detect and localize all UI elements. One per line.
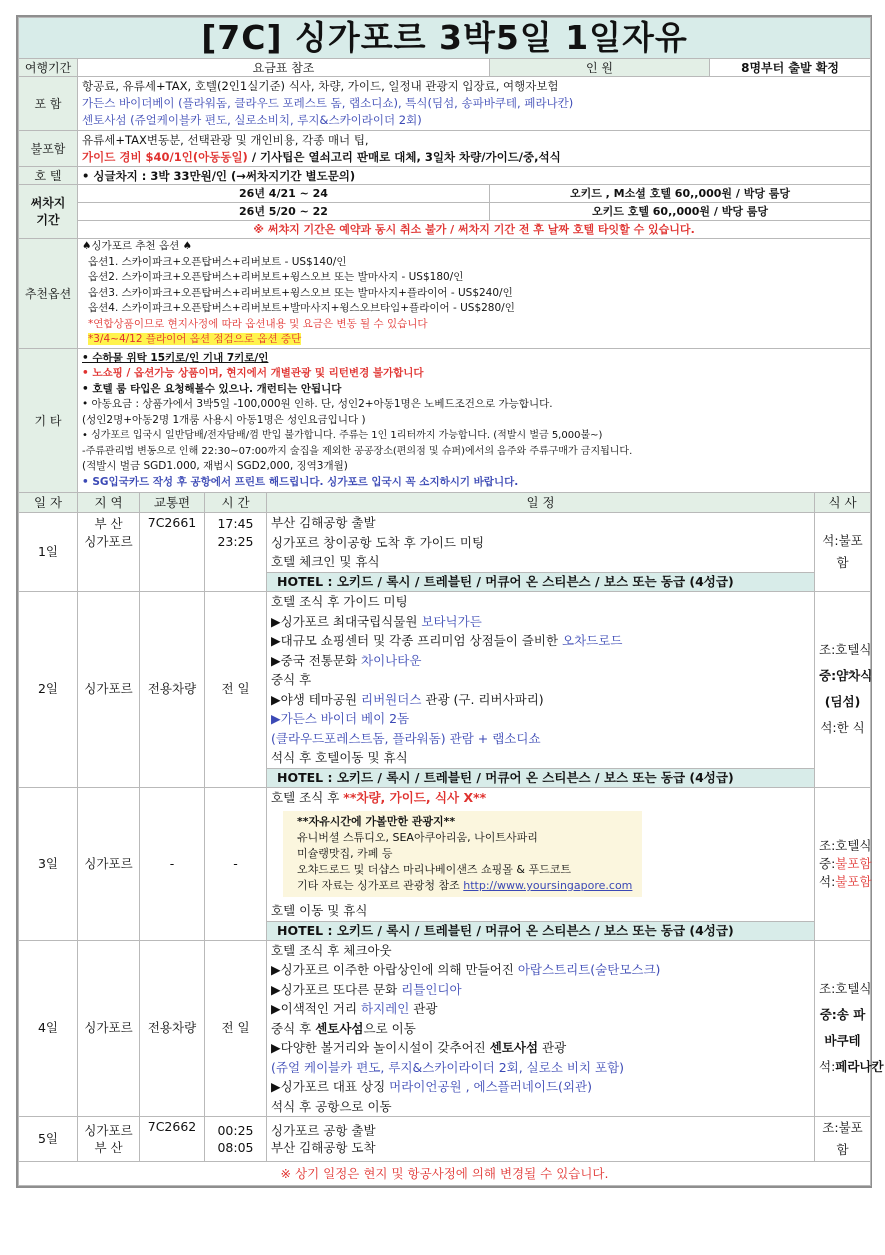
schedule-line: 싱가포르 창이공항 도착 후 가이드 미팅 — [271, 534, 485, 550]
etc-line: • 수하물 위탁 15키로/인 기내 7키로/인 — [82, 351, 269, 364]
schedule-line: 호텔 조식 후 체크아웃 — [271, 942, 392, 958]
schedule-line: ▶싱가포르 대표 상징 — [271, 1079, 390, 1094]
col-region: 지 역 — [78, 493, 140, 513]
day-cell: 3일 — [19, 787, 78, 940]
meal-text: 석:한 식 — [820, 720, 865, 736]
include-line: 센토사섬 (쥬얼케이블카 편도, 실로소비치, 루지&스카이라이더 2회) — [82, 113, 422, 127]
schedule-line: 호텔 조식 후 가이드 미팅 — [271, 594, 408, 609]
region-text: 싱가포르 — [84, 1123, 133, 1138]
region-cell: 싱가포르 — [78, 940, 140, 1117]
schedule-line: 석식 후 호텔이동 및 휴식 — [271, 750, 408, 765]
meal-text: 조:호텔식 — [819, 642, 872, 658]
option-note: *연합상품이므로 현지사정에 따라 옵션내용 및 요금은 변동 될 수 있습니다 — [88, 317, 428, 330]
region-text: 싱가포르 — [84, 534, 133, 549]
schedule-line: 중식 후 — [271, 672, 312, 687]
meal-text: 조:호텔식 — [819, 981, 872, 997]
schedule-line: 석식 후 공항으로 이동 — [271, 1098, 392, 1114]
option-line: 옵션3. 스카이파크+오픈탑버스+리버보트+윙스오브 또는 발마사지+플라이어 - US$240/인 — [88, 286, 513, 299]
schedule-line: 관광 — [538, 1040, 567, 1055]
etc-line: • SG입국카드 작성 후 공항에서 프린트 해드립니다. 싱가포르 입국시 꼭 소지하시기 바랍니다. — [82, 475, 519, 488]
include-content — [78, 77, 871, 131]
schedule-line: ▶야생 테마공원 — [271, 691, 362, 707]
box-line: 유니버셜 스튜디오, SEA아쿠아리움, 나이트사파리 — [297, 831, 538, 844]
meal-cell — [815, 592, 871, 788]
guide-fee-text: 가이드 경비 $40/1인(아동동일) — [82, 149, 248, 164]
region-text: 부 산 — [94, 1140, 123, 1155]
free-time-box — [283, 811, 642, 897]
place-name: 오차드로드 — [562, 633, 623, 648]
people-value: 8명부터 출발 확정 — [710, 59, 871, 77]
schedule-line: 중식 후 — [271, 1020, 316, 1036]
meal-text: 불포함 — [835, 855, 872, 871]
schedule-line: 호텔 체크인 및 휴식 — [271, 554, 380, 570]
day-cell: 2일 — [19, 592, 78, 788]
region-text: 부 산 — [94, 516, 123, 531]
schedule-line: ▶싱가포르 최대국립식물원 — [271, 613, 422, 629]
meal-text: 송 파 — [836, 1007, 866, 1023]
day5-schedule — [267, 1117, 815, 1162]
meal-text: 조:호텔식 — [819, 837, 872, 853]
transport-cell: 전용차량 — [140, 940, 205, 1117]
place-name: 보타닉가든 — [421, 613, 482, 629]
include-label: 포 함 — [19, 77, 78, 131]
surcharge-detail: 오키드 , M소셜 호텔 60,,000원 / 박당 룸당 — [490, 185, 871, 203]
option-content — [78, 239, 871, 349]
region-cell — [78, 513, 140, 592]
day-cell: 4일 — [19, 940, 78, 1117]
time-cell — [205, 513, 267, 592]
schedule-line: 호텔 조식 후 — [271, 789, 344, 805]
exclude-line: / 기사팁은 열쇠고리 판매로 대체, 3일차 차량/가이드/중,석식 — [247, 149, 561, 164]
etc-line: • 호텔 룸 타입은 요청해볼수 있으나. 개런티는 안됩니다 — [82, 382, 342, 395]
time-text: 23:25 — [217, 534, 254, 549]
schedule-line: (클라우드포레스트돔, 플라워돔) 관람 + 랩소디쇼 — [271, 730, 541, 746]
meal-text: 불포함 — [835, 873, 872, 889]
schedule-line: 으로 이동 — [363, 1020, 416, 1036]
region-cell: 싱가포르 — [78, 787, 140, 940]
hotel-line: HOTEL : 오키드 / 록시 / 트레블틴 / 머큐어 온 스티븐스 / 보스 또는 동급 (4성급) — [267, 921, 815, 940]
schedule-line: 부산 김해공항 출발 — [271, 515, 376, 531]
day-cell: 5일 — [19, 1117, 78, 1162]
transport-cell: 7C2662 — [140, 1117, 205, 1162]
place-name: 센토사섬 — [315, 1020, 364, 1036]
schedule-line: ▶이색적인 거리 — [271, 1001, 362, 1016]
meal-cell — [815, 787, 871, 940]
schedule-line: ▶가든스 바이더 베이 2돔 — [271, 711, 410, 726]
hotel-value: • 싱글차지 : 3박 33만원/인 (→써차지기간 별도문의) — [78, 167, 871, 185]
meal-cell: 조:불포함 — [815, 1117, 871, 1162]
time-text: 08:05 — [217, 1140, 254, 1155]
schedule-line: 관광 (구. 리버사파리) — [421, 691, 544, 707]
schedule-line: ▶대규모 쇼핑센터 및 각종 프리미엄 상점들이 즐비한 — [271, 633, 563, 648]
time-cell — [205, 1117, 267, 1162]
place-name: 하지레인 — [361, 1001, 410, 1016]
col-transport: 교통편 — [140, 493, 205, 513]
place-name: 리버원더스 — [361, 691, 422, 707]
page-title: [7C] 싱가포르 3박5일 1일자유 — [19, 18, 871, 59]
schedule-line: (쥬얼 케이블카 편도, 루지&스카이라이더 2회, 실로소 비치 포함) — [271, 1059, 625, 1075]
meal-text: 중:얌차식 — [819, 668, 873, 684]
hotel-label: 호 텔 — [19, 167, 78, 185]
place-name: 차이나타운 — [361, 652, 422, 668]
time-cell: 전 일 — [205, 940, 267, 1117]
region-cell: 싱가포르 — [78, 592, 140, 788]
box-line: 미슐랭맛집, 카페 등 — [297, 847, 393, 860]
place-name: 센토사섬 — [489, 1040, 539, 1055]
surcharge-date: 26년 4/21 ~ 24 — [78, 185, 490, 203]
etc-label: 기 타 — [19, 349, 78, 493]
surcharge-detail: 오키드 호텔 60,,000원 / 박당 룸당 — [490, 203, 871, 221]
schedule-line: 싱가포르 공항 출발 — [271, 1123, 376, 1138]
surcharge-label: 써차지 기간 — [19, 185, 78, 239]
schedule-line: ▶싱가포르 또다른 문화 — [271, 981, 402, 997]
meal-text: 중: — [819, 855, 836, 871]
option-line: 옵션4. 스카이파크+오픈탑버스+리버보트+발마사지+윙스오브타임+플라이어 - US$280/인 — [88, 302, 515, 315]
meal-text: 페라나칸 — [835, 1059, 884, 1075]
day-cell: 1일 — [19, 513, 78, 592]
time-text: 17:45 — [217, 516, 254, 531]
option-line: 옵션2. 스카이파크+오픈탑버스+리버보트+윙스오브 또는 발마사지 - US$180/인 — [88, 271, 464, 284]
etc-line: (성인2명+아동2명 1개룸 사용시 아동1명은 성인요금입니다 ) — [82, 413, 366, 426]
meal-text: 바쿠테 — [824, 1033, 861, 1049]
meal-text: 석: — [819, 1059, 836, 1075]
meal-cell: 석:불포함 — [815, 513, 871, 592]
exclude-content — [78, 131, 871, 167]
option-highlight: *3/4~4/12 플라이어 옵션 점검으로 옵션 중단 — [88, 333, 302, 346]
schedule-line: ▶중국 전통문화 — [271, 652, 362, 668]
meal-cell — [815, 940, 884, 1117]
tourism-link[interactable]: http://www.yoursingapore.com — [463, 879, 633, 892]
surcharge-note: ※ 써챠지 기간은 예약과 동시 취소 불가 / 써차지 기간 전 후 날짜 호텔 타잇할 수 있습니다. — [78, 221, 871, 239]
schedule-line: ▶싱가포르 이주한 아랍상인에 의해 만들어진 — [271, 962, 518, 977]
footer-note: ※ 상기 일정은 현지 및 항공사정에 의해 변경될 수 있습니다. — [19, 1162, 871, 1186]
schedule-line: 호텔 이동 및 휴식 — [271, 903, 368, 918]
schedule-line: ▶다양한 볼거리와 놀이시설이 갖추어진 — [271, 1040, 490, 1055]
surcharge-date: 26년 5/20 ~ 22 — [78, 203, 490, 221]
place-name: 머라이언공원 , 에스플러네이드(외관) — [389, 1079, 592, 1094]
people-label: 인 원 — [490, 59, 710, 77]
free-day-note: **차량, 가이드, 식사 X** — [343, 789, 487, 805]
col-meal: 식 사 — [815, 493, 871, 513]
place-name: 아랍스트리트(술탄모스크) — [517, 962, 661, 977]
exclude-line: 유류세+TAX변동분, 선택관광 및 개인비용, 각종 매너 팁, — [82, 132, 369, 147]
itinerary-table — [18, 17, 884, 1186]
option-label: 추천옵션 — [19, 239, 78, 349]
etc-line: • 노쇼핑 / 옵션가능 상품이며, 현지에서 개별관광 및 리턴변경 불가합니다 — [82, 367, 424, 380]
option-line: 옵션1. 스카이파크+오픈탑버스+리버보트 - US$140/인 — [88, 255, 347, 268]
box-title: **자유시간에 가볼만한 관광지** — [297, 815, 456, 828]
schedule-line: 관광 — [409, 1001, 438, 1016]
day2-schedule — [267, 592, 815, 769]
option-header: ♠싱가포르 추천 옵션 ♠ — [82, 240, 192, 253]
box-line: 오챠드로드 및 더샵스 마리나베이샌즈 쇼핑몰 & 푸드코트 — [297, 863, 571, 876]
etc-line: • 아동요금 : 상품가에서 3박5일 -100,000원 인하. 단, 성인2+아동1명은 노베드조건으로 가능합니다. — [82, 398, 553, 411]
hotel-line: HOTEL : 오키드 / 록시 / 트레블틴 / 머큐어 온 스티븐스 / 보스 또는 동급 (4성급) — [267, 768, 815, 787]
meal-text: (딤섬) — [824, 694, 861, 710]
include-line: 항공료, 유류세+TAX, 호텔(2인1실기준) 식사, 차량, 가이드, 일정내 관광지 입장료, 여행자보험 — [82, 79, 559, 93]
transport-cell: 7C2661 — [140, 513, 205, 592]
etc-line: • 싱가포르 입국시 일반담배/전자담배/껌 반입 불가합니다. 주류는 1인 1리터까지 가능합니다. (적발시 벌금 5,000불~) — [82, 430, 603, 442]
exclude-label: 불포함 — [19, 131, 78, 167]
hotel-line: HOTEL : 오키드 / 록시 / 트레블틴 / 머큐어 온 스티븐스 / 보스 또는 동급 (4성급) — [267, 573, 815, 592]
include-line: 가든스 바이더베이 (플라워돔, 클라우드 포레스트 돔, 랩소디쇼), 특식(딤섬, 송파바쿠테, 페라나칸) — [82, 96, 574, 110]
time-cell: 전 일 — [205, 592, 267, 788]
meal-text: 석: — [819, 873, 836, 889]
etc-content — [78, 349, 871, 493]
transport-cell: 전용차량 — [140, 592, 205, 788]
schedule-line: 부산 김해공항 도착 — [271, 1140, 376, 1155]
etc-line: (적발시 벌금 SGD1.000, 재범시 SGD2,000, 징역3개월) — [82, 460, 348, 473]
place-name: 리틀인디아 — [401, 981, 462, 997]
period-label: 여행기간 — [19, 59, 78, 77]
box-line: 기타 자료는 싱가포르 관광청 참조 — [297, 879, 464, 892]
itinerary-sheet — [16, 15, 884, 1188]
col-schedule: 일 정 — [267, 493, 815, 513]
col-day: 일 자 — [19, 493, 78, 513]
transport-cell: - — [140, 787, 205, 940]
day1-schedule — [267, 513, 815, 573]
time-text: 00:25 — [217, 1123, 254, 1138]
day4-schedule — [267, 940, 815, 1117]
region-cell — [78, 1117, 140, 1162]
day3-schedule — [267, 787, 815, 921]
time-cell: - — [205, 787, 267, 940]
meal-text: 중: — [819, 1007, 837, 1023]
etc-line: -주류관리법 변동으로 인해 22:30~07:00까지 술집을 제외한 공공장소(편의점 및 슈퍼)에서의 음주와 주류구매가 금지됩니다. — [82, 445, 633, 457]
col-time: 시 간 — [205, 493, 267, 513]
period-value: 요금표 참조 — [78, 59, 490, 77]
